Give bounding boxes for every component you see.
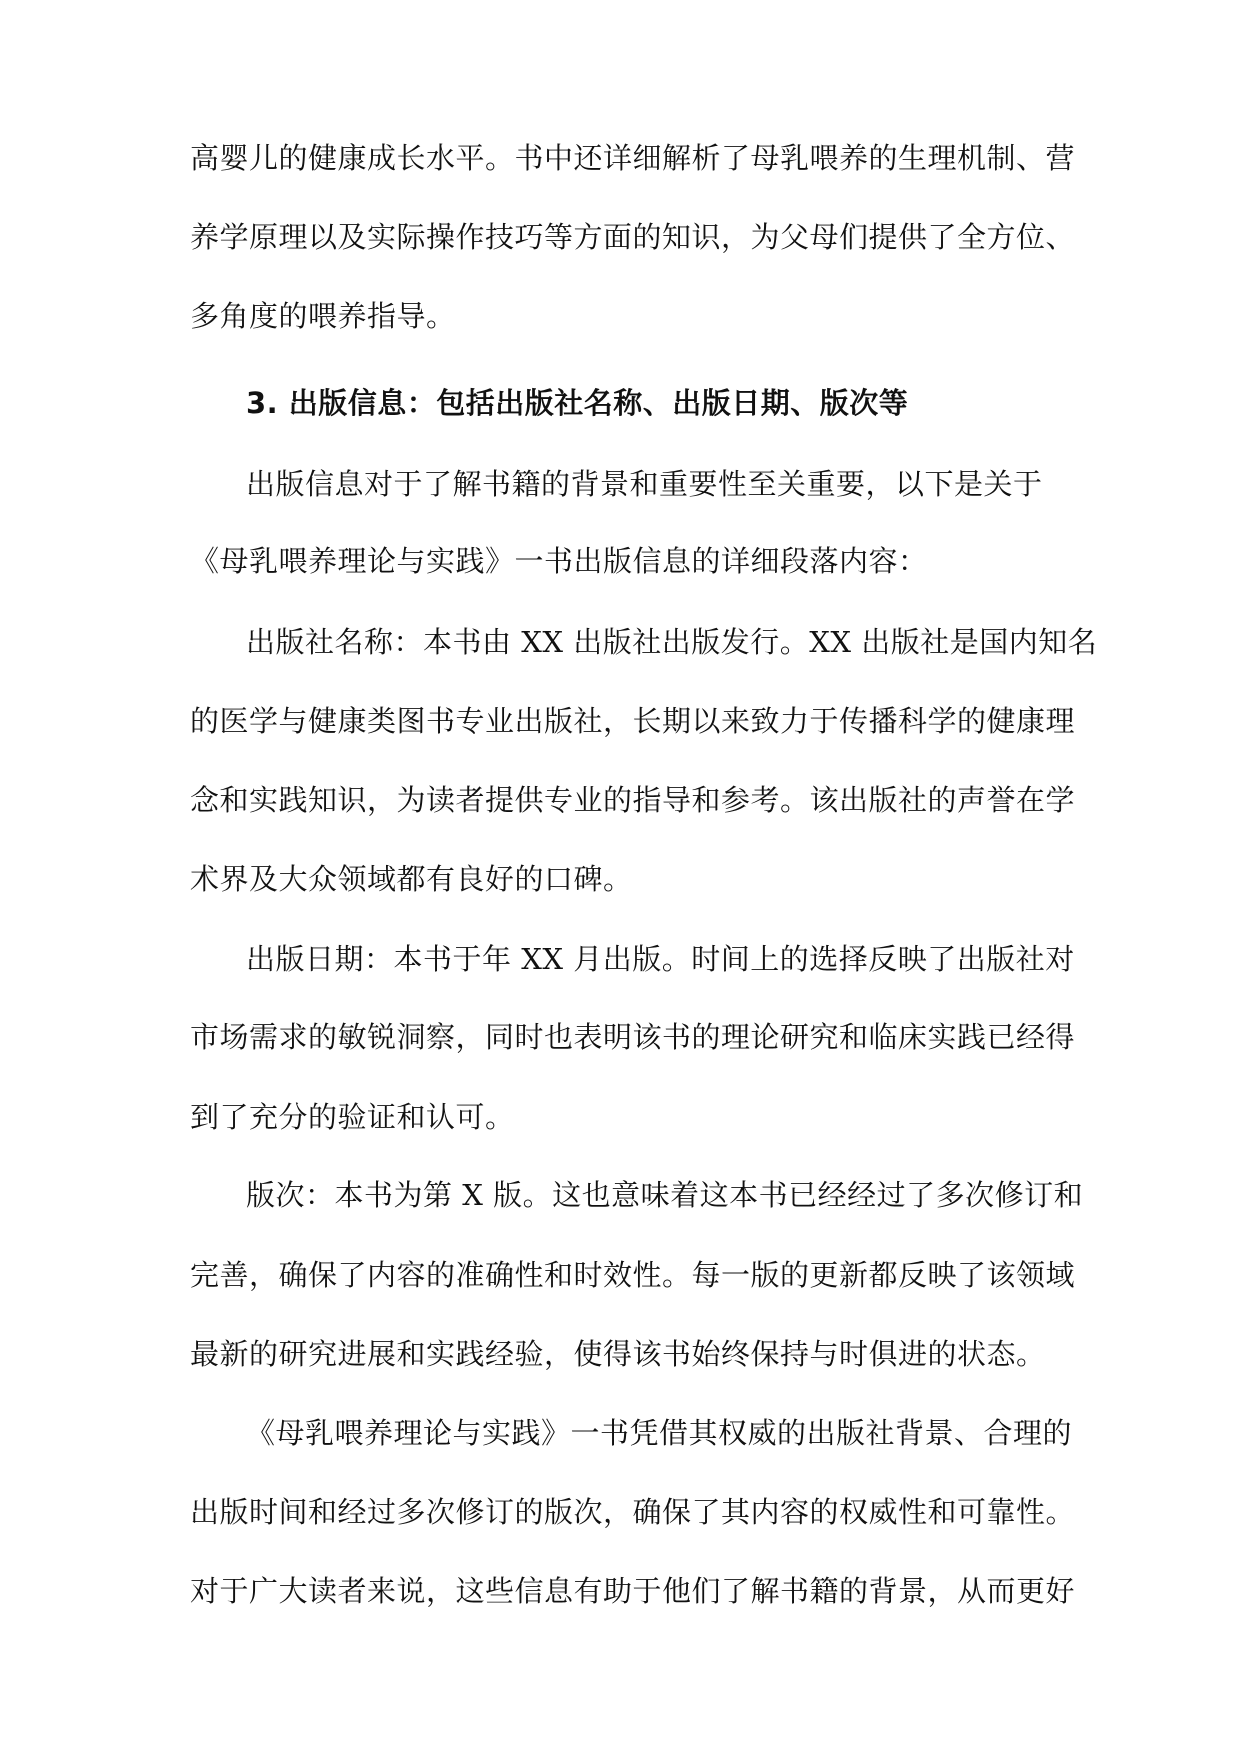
body-line: 最新的研究进展和实践经验，使得该书始终保持与时俱进的状态。 xyxy=(190,1337,1046,1371)
body-line: 念和实践知识，为读者提供专业的指导和参考。该出版社的声誉在学 xyxy=(190,783,1076,817)
body-line: 对于广大读者来说，这些信息有助于他们了解书籍的背景，从而更好 xyxy=(190,1574,1076,1608)
body-line: 高婴儿的健康成长水平。书中还详细解析了母乳喂养的生理机制、营 xyxy=(190,141,1076,175)
body-line: 的医学与健康类图书专业出版社，长期以来致力于传播科学的健康理 xyxy=(190,704,1076,738)
body-line: 市场需求的敏锐洞察，同时也表明该书的理论研究和临床实践已经得 xyxy=(190,1020,1076,1054)
body-line: 出版日期：本书于年 XX 月出版。时间上的选择反映了出版社对 xyxy=(246,942,1075,976)
body-line: 《母乳喂养理论与实践》一书凭借其权威的出版社背景、合理的 xyxy=(246,1416,1073,1450)
body-line: 出版信息对于了解书籍的背景和重要性至关重要，以下是关于 xyxy=(246,467,1043,501)
body-line: 到了充分的验证和认可。 xyxy=(190,1100,515,1134)
body-line: 多角度的喂养指导。 xyxy=(190,299,456,333)
body-line: 出版时间和经过多次修订的版次，确保了其内容的权威性和可靠性。 xyxy=(190,1495,1076,1529)
body-line: 养学原理以及实际操作技巧等方面的知识，为父母们提供了全方位、 xyxy=(190,220,1076,254)
body-line: 完善，确保了内容的准确性和时效性。每一版的更新都反映了该领域 xyxy=(190,1258,1076,1292)
body-line: 术界及大众领域都有良好的口碑。 xyxy=(190,862,633,896)
section-heading: 3. 出版信息：包括出版社名称、出版日期、版次等 xyxy=(246,386,909,420)
body-line: 出版社名称：本书由 XX 出版社出版发行。XX 出版社是国内知名 xyxy=(246,625,1098,659)
body-line: 版次：本书为第 X 版。这也意味着这本书已经经过了多次修订和 xyxy=(246,1178,1084,1212)
body-line: 《母乳喂养理论与实践》一书出版信息的详细段落内容： xyxy=(190,544,928,578)
